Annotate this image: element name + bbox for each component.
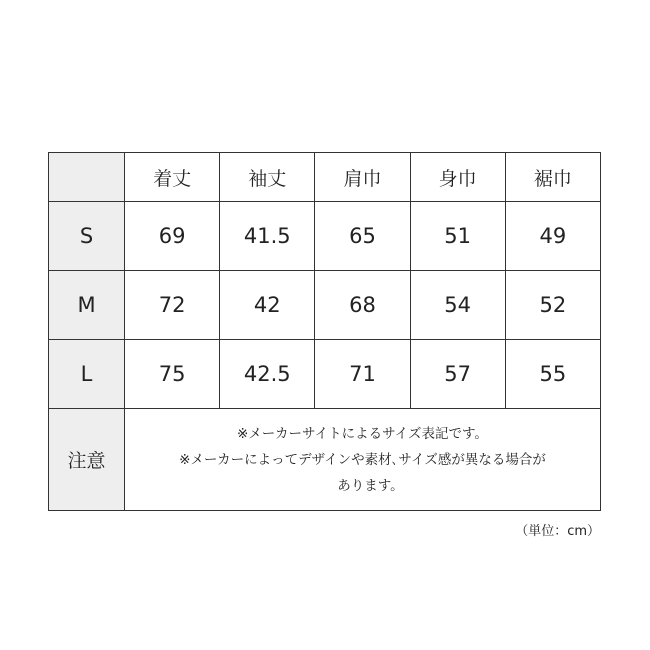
table-cell: 69 <box>125 202 220 271</box>
table-cell: 52 <box>505 271 600 340</box>
size-label-l: L <box>49 340 125 409</box>
table-cell: 71 <box>315 340 410 409</box>
column-header-length: 着丈 <box>125 153 220 202</box>
table-cell: 54 <box>410 271 505 340</box>
header-row <box>49 153 601 202</box>
table-cell: 75 <box>125 340 220 409</box>
column-header-body-width: 身巾 <box>410 153 505 202</box>
table-cell: 49 <box>505 202 600 271</box>
size-label-m: M <box>49 271 125 340</box>
table-cell: 55 <box>505 340 600 409</box>
table-row <box>49 340 601 409</box>
size-table <box>48 152 601 511</box>
size-label-s: S <box>49 202 125 271</box>
table-cell: 65 <box>315 202 410 271</box>
table-cell: 57 <box>410 340 505 409</box>
column-header-shoulder-width: 肩巾 <box>315 153 410 202</box>
table-cell: 72 <box>125 271 220 340</box>
note-line-1: ※メーカーサイトによるサイズ表記です。 <box>237 425 488 442</box>
unit-note: （単位：cm） <box>515 524 600 539</box>
notes-row <box>49 409 601 511</box>
header-corner-cell <box>49 153 125 202</box>
notes-cell <box>125 409 601 511</box>
table-row <box>49 271 601 340</box>
table-cell: 42.5 <box>220 340 315 409</box>
column-header-hem-width: 裾巾 <box>505 153 600 202</box>
table-cell: 68 <box>315 271 410 340</box>
table-cell: 41.5 <box>220 202 315 271</box>
table-cell: 42 <box>220 271 315 340</box>
table-cell: 51 <box>410 202 505 271</box>
note-line-3: あります。 <box>337 477 404 494</box>
note-line-2: ※メーカーによってデザインや素材､サイズ感が異なる場合が <box>179 451 546 468</box>
column-header-sleeve-length: 袖丈 <box>220 153 315 202</box>
table-row <box>49 202 601 271</box>
notes-label: 注意 <box>49 409 125 511</box>
